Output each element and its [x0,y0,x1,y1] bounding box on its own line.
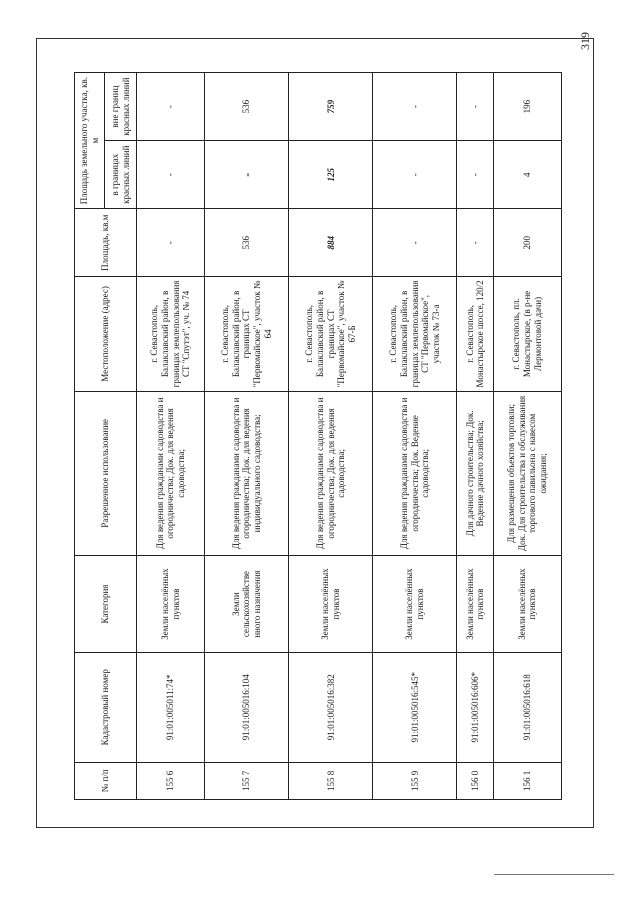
row-area: - [373,209,457,277]
row-area: 536 [205,209,289,277]
row-cadastral: 91:01:005016:618 [493,652,561,762]
row-inside: - [205,141,289,209]
row-outside: - [373,73,457,141]
row-usage: Для ведения гражданами садоводства и огородничества; Док. для ведения садоводства; [137,391,205,556]
row-num: 155 9 [373,762,457,799]
header-cadastral: Кадастровый номер [75,652,137,762]
row-usage: Для ведения гражданами садоводства и огородничества; Док. для ведения садоводства; [289,391,373,556]
row-category: Земли населённых пунктов [289,556,373,653]
header-plot-area: Площадь земельного участка, кв. м [75,73,105,209]
table-row [289,73,373,800]
row-location: г. Севастополь, Балаклавский район, в границах землепользования СТ "Спутэт", уч. № 74 [137,277,205,391]
row-inside: - [373,141,457,209]
row-location: г. Севастополь, Балаклавский район, в границах СТ "Первомайское", участок № 64 [205,277,289,391]
row-category: Земли населённых пунктов [457,556,493,653]
header-inside-lines: в границах красных линий [105,141,137,209]
row-num: 155 6 [137,762,205,799]
row-cadastral: 91:01:005016:545* [373,652,457,762]
page-number: 319 [578,32,592,50]
row-area: - [137,209,205,277]
row-area: - [457,209,493,277]
row-usage: Для размещения объектов торговли; Док. Для строительства и обслуживания торгового павильона с навесом ожидания; [493,391,561,556]
row-outside: - [137,73,205,141]
row-outside: 759 [289,73,373,141]
header-location: Местоположение (адрес) [75,277,137,391]
row-num: 155 7 [205,762,289,799]
row-outside: 536 [205,73,289,141]
row-location: г. Севастополь, Монастырское шоссе, 120/2 [457,277,493,391]
footer-divider [494,874,614,875]
table-row [373,73,457,800]
header-num: № п/п [75,762,137,799]
row-usage: Для ведения гражданами садоводства и огородничества; Док. Ведение садоводства; [373,391,457,556]
table-row [205,73,289,800]
row-area: 200 [493,209,561,277]
row-cadastral: 91:01:005016:104 [205,652,289,762]
row-usage: Для дачного строительства; Док. Ведение дачного хозяйства; [457,391,493,556]
header-category: Категория [75,556,137,653]
row-cadastral: 91:01:005016:606* [457,652,493,762]
row-inside: 4 [493,141,561,209]
header-outside-lines: вне границ красных линий [105,73,137,141]
row-cadastral: 91:01:005016:382 [289,652,373,762]
row-inside: - [457,141,493,209]
row-location: г. Севастополь, Балаклавский район, в границах землепользования СТ "Первомайское", участок № 73-а [373,277,457,391]
rotated-table-container [74,72,562,800]
row-category: Земли сельскохозяйстве нного назначения [205,556,289,653]
row-num: 156 0 [457,762,493,799]
row-outside: - [457,73,493,141]
row-num: 155 8 [289,762,373,799]
header-usage: Разрешенное использование [75,391,137,556]
row-category: Земли населённых пунктов [137,556,205,653]
row-cadastral: 91:01:005011:74* [137,652,205,762]
row-category: Земли населённых пунктов [373,556,457,653]
table-row [137,73,205,800]
row-outside: 196 [493,73,561,141]
table-row [493,73,561,800]
header-area: Площадь, кв.м [75,209,137,277]
row-category: Земли населённых пунктов [493,556,561,653]
row-usage: Для ведения гражданами садоводства и огородничества; Док. для ведения индивидуального садоводства; [205,391,289,556]
land-registry-table [74,72,562,800]
row-inside: - [137,141,205,209]
row-inside: 125 [289,141,373,209]
row-num: 156 1 [493,762,561,799]
row-area: 884 [289,209,373,277]
row-location: г. Севастополь, пл. Монастырское, (в р-не Лермонтовой дачи) [493,277,561,391]
table-row [457,73,493,800]
row-location: г. Севастополь, Балаклавский район, в границах СТ "Первомайское", участок № 67-Б [289,277,373,391]
